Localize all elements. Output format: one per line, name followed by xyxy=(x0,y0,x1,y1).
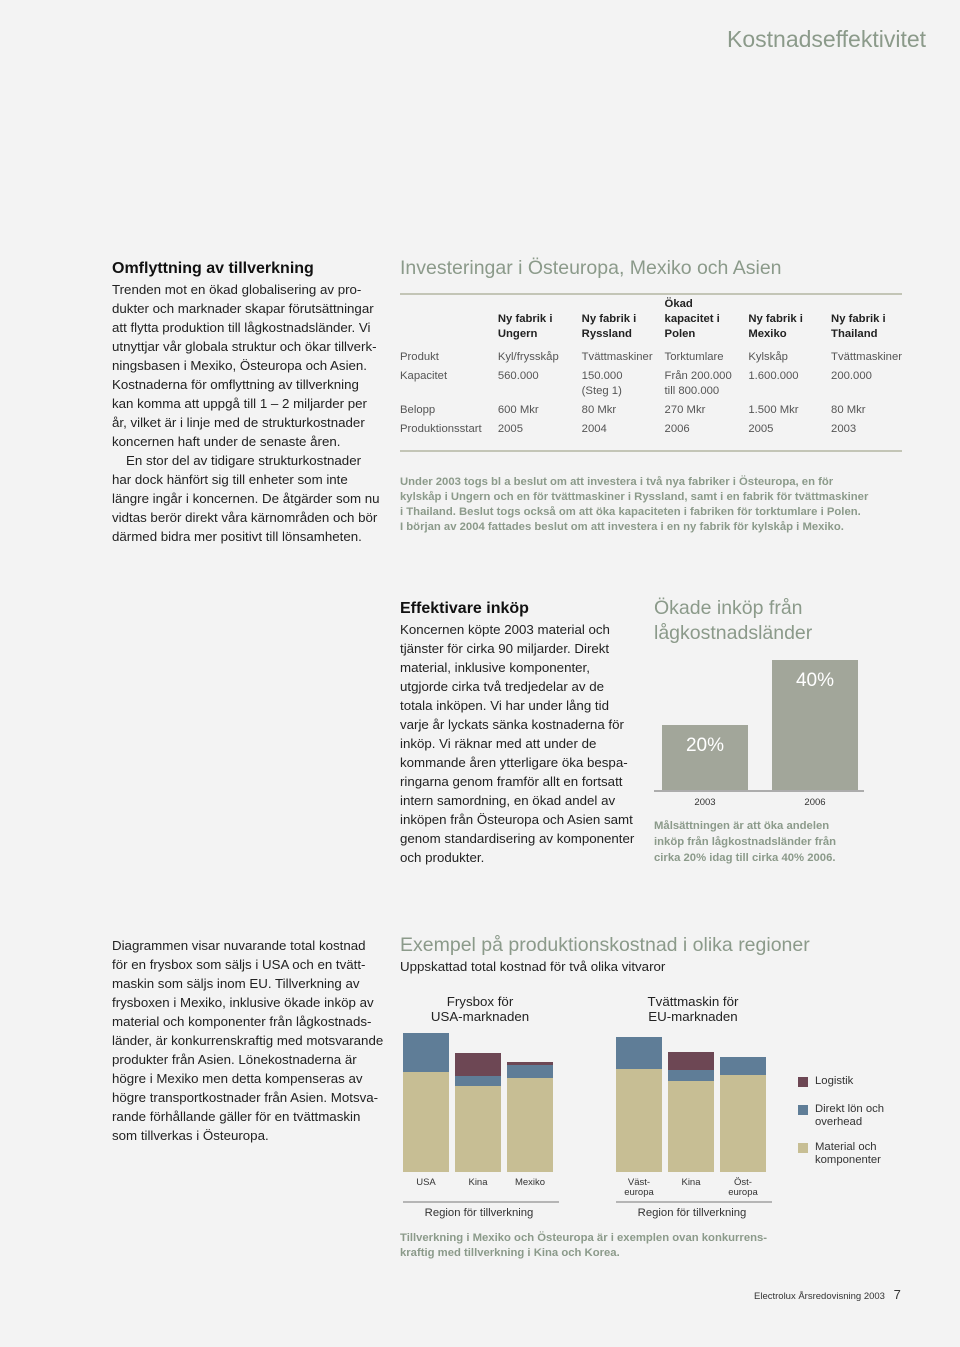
legend-swatch xyxy=(798,1105,808,1115)
column-header xyxy=(582,297,665,350)
table-row xyxy=(400,350,902,369)
inkop-heading: Effektivare inköp xyxy=(400,600,529,617)
text-line: utgjorde cirka två tredjedelar av de xyxy=(400,679,604,694)
column-header xyxy=(665,297,749,350)
column-header-line: Ungern xyxy=(497,328,538,340)
page-title: Kostnadseffektivitet xyxy=(727,26,927,52)
table-row xyxy=(400,369,902,403)
text-line: ningsbasen i Mexiko, Östeuropa och Asien. xyxy=(112,358,368,373)
chart2-bar-segment xyxy=(507,1062,553,1065)
column-header-line: Ny fabrik i xyxy=(748,313,803,325)
text-line: totala inköpen. Vi har under lång tid xyxy=(400,698,609,713)
chart1-caption xyxy=(654,818,836,866)
cell-line: Kyl/frysskåp xyxy=(497,351,559,363)
cell-line: 2006 xyxy=(664,423,690,435)
column-header-line: Thailand xyxy=(831,328,878,340)
note-line: kylskåp i Ungern och en för tvättmaskiner i Ryssland, samt i en fabrik för tvättmaskiner xyxy=(400,491,869,503)
chart-title-line: lågkostnadsländer xyxy=(654,622,813,644)
table-cell xyxy=(831,403,902,422)
column-header-line xyxy=(831,297,902,312)
chart2-caption xyxy=(400,1231,767,1261)
text-line: för en frysbox som säljs i USA och en tvätt- xyxy=(112,957,366,972)
text-line: har dock hänfört sig till enheter som inte xyxy=(112,472,348,487)
chart1-category-label: 2003 xyxy=(694,797,716,808)
column-header-line xyxy=(498,297,582,312)
legend-swatch xyxy=(798,1077,808,1087)
text-line: koncernen haft under de senaste åren. xyxy=(112,434,341,449)
text-line: material och komponenter från lågkostnads- xyxy=(112,1014,372,1029)
cell-line: Torktumlare xyxy=(664,351,724,363)
table-cell xyxy=(748,422,831,441)
footer xyxy=(754,1287,901,1302)
text-line: varje år lyckats sänka kostnaderna för xyxy=(400,717,624,732)
chart2-bar-segment xyxy=(668,1052,714,1070)
text-line: produkter från Asien. Lönekostnaderna är xyxy=(112,1052,357,1067)
table-cell xyxy=(665,422,749,441)
chart2-category-label: europa xyxy=(624,1187,654,1198)
column-header-line: Ny fabrik i xyxy=(831,313,886,325)
legend-label-line: Direkt lön och xyxy=(815,1103,885,1115)
chart2-group-title: EU-marknaden xyxy=(648,1009,738,1024)
chart2-bar-segment xyxy=(507,1078,553,1172)
column-header-line: Polen xyxy=(664,328,696,340)
cell-line: Från 200.000 xyxy=(664,370,732,382)
chart1-category-label: 2006 xyxy=(804,797,826,808)
table-cell xyxy=(748,369,831,403)
table-cell xyxy=(582,403,665,422)
chart2-bar-segment xyxy=(720,1057,766,1075)
legend-swatch xyxy=(798,1143,808,1153)
row-label: Produktionsstart xyxy=(400,423,482,435)
table-cell xyxy=(665,403,749,422)
column-header xyxy=(498,297,582,350)
cell-line: 200.000 xyxy=(831,370,872,382)
cell-line: (Steg 1) xyxy=(581,385,622,397)
text-line: dukter och marknader skapar förutsättningar xyxy=(112,301,374,316)
text-line: Koncernen köpte 2003 material och xyxy=(400,622,610,637)
legend-label xyxy=(815,1141,881,1167)
cell-line: 2005 xyxy=(748,423,774,435)
cell-line: 2004 xyxy=(581,423,607,435)
table-cell xyxy=(665,369,749,403)
chart2-bar-segment xyxy=(616,1069,662,1172)
column-header-line: Ny fabrik i xyxy=(581,313,637,325)
cell-line: Kylskåp xyxy=(748,351,788,363)
legend-label xyxy=(815,1103,884,1129)
column-header-line xyxy=(582,297,665,312)
legend-label-line: overhead xyxy=(815,1116,863,1128)
column-header-line: Ökad xyxy=(664,298,693,310)
table-cell xyxy=(498,369,582,403)
text-line: En stor del av tidigare strukturkostnader xyxy=(126,453,362,468)
column-header xyxy=(831,297,902,350)
chart2-subtitle: Uppskattad total kostnad för två olika vitvaror xyxy=(400,959,666,974)
cell-line: 1.500 Mkr xyxy=(748,404,799,416)
chart2-bar-segment xyxy=(455,1053,501,1076)
caption-line: kraftig med tillverkning i Kina och Korea. xyxy=(400,1247,620,1259)
table-cell xyxy=(665,350,749,369)
cell-line: 80 Mkr xyxy=(831,404,866,416)
chart2-category-label: USA xyxy=(416,1177,436,1188)
legend-label-line: komponenter xyxy=(815,1154,881,1166)
text-line: att flytta produktion till lågkostnadsländer. Vi xyxy=(112,320,371,335)
cell-line: 150.000 xyxy=(581,370,623,382)
chart2-bar-segment xyxy=(668,1070,714,1081)
investments-title: Investeringar i Östeuropa, Mexiko och Asien xyxy=(400,257,782,279)
table-cell xyxy=(582,369,665,403)
text-line: tjänster för cirka 90 miljarder. Direkt xyxy=(400,641,610,656)
table-header-blank xyxy=(400,297,498,350)
note-line: Under 2003 togs bl a beslut om att investera i två nya fabriker i Östeuropa, en för xyxy=(400,476,834,488)
chart1-title xyxy=(654,596,812,646)
column-header-line: Ryssland xyxy=(581,328,632,340)
column-header-line: Ny fabrik i xyxy=(497,313,553,325)
caption-line: inköp från lågkostnadsländer från xyxy=(654,836,837,848)
table-cell xyxy=(582,350,665,369)
chart2-bar-segment xyxy=(455,1076,501,1086)
chart2-bar-segment xyxy=(668,1081,714,1172)
cell-line: 2005 xyxy=(497,423,523,435)
text-line: som tillverkas i Östeuropa. xyxy=(112,1128,269,1143)
cell-line: till 800.000 xyxy=(664,385,720,397)
text-line: kommande åren ytterligare öka bespa- xyxy=(400,755,628,770)
text-line: intern samordning, en ökad andel av xyxy=(400,793,616,808)
chart2-title: Exempel på produktionskostnad i olika regioner xyxy=(400,934,810,956)
table-row xyxy=(400,422,902,441)
chart1-value-label: 20% xyxy=(685,735,725,756)
inkop-text xyxy=(400,620,645,867)
footer-text: Electrolux Årsredovisning 2003 xyxy=(754,1291,885,1302)
text-line: utnyttjar vår globala struktur och ökar tillverk- xyxy=(112,339,377,354)
text-line: därmed bidra mer positivt till lönsamheten. xyxy=(112,529,362,544)
note-line: I början av 2004 fattades beslut om att investera i en ny fabrik för kylskåp i Mexiko. xyxy=(400,521,844,533)
table-cell xyxy=(498,350,582,369)
table-cell xyxy=(748,403,831,422)
column-header-line: kapacitet i xyxy=(664,313,720,325)
text-line: år, vilket är i linje med de strukturkostnader xyxy=(112,415,365,430)
chart1-value-label: 40% xyxy=(795,670,835,691)
table-cell xyxy=(748,350,831,369)
cell-line: 80 Mkr xyxy=(581,404,617,416)
omflyttning-text xyxy=(112,280,387,546)
legend-label xyxy=(815,1075,853,1088)
cell-line: 560.000 xyxy=(497,370,539,382)
text-line: genom standardisering av komponenter xyxy=(400,831,635,846)
text-line: maskin som säljs inom EU. Tillverkning av xyxy=(112,976,360,991)
text-line: och produkter. xyxy=(400,850,485,865)
text-line: inköpen från Östeuropa och Asien samt xyxy=(400,812,633,827)
chart2-category-label: europa xyxy=(728,1187,758,1198)
chart1-svg xyxy=(650,650,870,815)
chart-title-line: Ökade inköp från xyxy=(654,597,803,619)
chart2-category-label: Öst- xyxy=(734,1177,752,1188)
table-row xyxy=(400,403,902,422)
chart2-bar-segment xyxy=(403,1033,449,1072)
row-label: Kapacitet xyxy=(400,370,448,382)
text-line: Trenden mot en ökad globalisering av pro- xyxy=(112,282,362,297)
text-line: inköp. Vi räknar med att under de xyxy=(400,736,597,751)
text-line: kan komma att uppgå till 1 – 2 miljarder per xyxy=(112,396,367,411)
chart2-category-label: Kina xyxy=(468,1177,488,1188)
chart2-xlabel: Region för tillverkning xyxy=(424,1207,534,1219)
diagram-description xyxy=(112,936,392,1145)
text-line: Kostnaderna för omflyttning av tillverkning xyxy=(112,377,359,392)
chart2-category-label: Kina xyxy=(681,1177,701,1188)
chart2-bar-segment xyxy=(507,1065,553,1078)
row-label: Produkt xyxy=(400,351,439,363)
inkop-section xyxy=(400,600,645,867)
chart2-bar-segment xyxy=(616,1037,662,1069)
chart2-xlabel: Region för tillverkning xyxy=(637,1207,747,1219)
text-line: ringarna genom framför allt en fortsatt xyxy=(400,774,623,789)
chart2-bar-segment xyxy=(455,1086,501,1172)
text-line: material, inklusive komponenter, xyxy=(400,660,590,675)
chart2-category-label: Mexiko xyxy=(514,1177,546,1188)
legend-label-line: Logistik xyxy=(815,1075,854,1087)
page-number: 7 xyxy=(893,1287,901,1302)
row-label: Belopp xyxy=(400,404,436,416)
cell-line: 270 Mkr xyxy=(664,404,706,416)
table-cell xyxy=(498,403,582,422)
table-cell xyxy=(831,369,902,403)
text-line: Diagrammen visar nuvarande total kostnad xyxy=(112,938,366,953)
chart2-group-title: Tvättmaskin för xyxy=(647,994,739,1009)
column-header-line: Mexiko xyxy=(748,328,787,340)
legend-label-line: Material och xyxy=(815,1141,877,1153)
text-line: högre i Mexiko men detta kompenseras av xyxy=(112,1071,363,1086)
text-line: längre ingår i koncernen. De åtgärder som nu xyxy=(112,491,380,506)
table-cell xyxy=(831,350,902,369)
cell-line: 1.600.000 xyxy=(748,370,799,382)
text-line: vidtas berör direkt våra kärnområden och bör xyxy=(112,510,378,525)
text-line: länder, är konkurrenskraftig med motsvarande xyxy=(112,1033,384,1048)
omflyttning-heading: Omflyttning av tillverkning xyxy=(112,260,314,277)
investments-bottom-rule xyxy=(400,450,902,452)
investments-table xyxy=(400,297,902,441)
caption-line: Målsättningen är att öka andelen xyxy=(654,820,830,832)
investments-note xyxy=(400,475,910,535)
cell-line: Tvättmaskiner xyxy=(581,351,653,363)
chart2-group-title: USA-marknaden xyxy=(430,1009,530,1024)
chart2-category-label: Väst- xyxy=(627,1177,651,1188)
chart2-svg xyxy=(395,985,795,1225)
table-cell xyxy=(498,422,582,441)
caption-line: Tillverkning i Mexiko och Östeuropa är i exemplen ovan konkurrens- xyxy=(400,1232,768,1244)
column-header-line xyxy=(748,297,831,312)
omflyttning-section xyxy=(112,260,387,546)
caption-line: cirka 20% idag till cirka 40% 2006. xyxy=(654,852,836,864)
table-cell xyxy=(831,422,902,441)
chart2-group-title: Frysbox för xyxy=(446,994,514,1009)
note-line: i Thailand. Beslut togs också om att öka kapaciteten i fabriken för torktumlare i Polen. xyxy=(400,506,861,518)
investments-top-rule xyxy=(400,293,902,295)
text-line: frysboxen i Mexiko, inklusive ökade inköp av xyxy=(112,995,374,1010)
cell-line: Tvättmaskiner xyxy=(831,351,902,363)
cell-line: 600 Mkr xyxy=(497,404,539,416)
text-line: högre transportkostnader från Asien. Motsva- xyxy=(112,1090,379,1105)
chart2-bar-segment xyxy=(403,1072,449,1172)
chart2-bar-segment xyxy=(720,1075,766,1172)
text-line: rande förhållande gäller för en tvättmaskin xyxy=(112,1109,361,1124)
column-header xyxy=(748,297,831,350)
table-cell xyxy=(582,422,665,441)
cell-line: 2003 xyxy=(831,423,857,435)
investments-table-wrap xyxy=(400,297,902,441)
